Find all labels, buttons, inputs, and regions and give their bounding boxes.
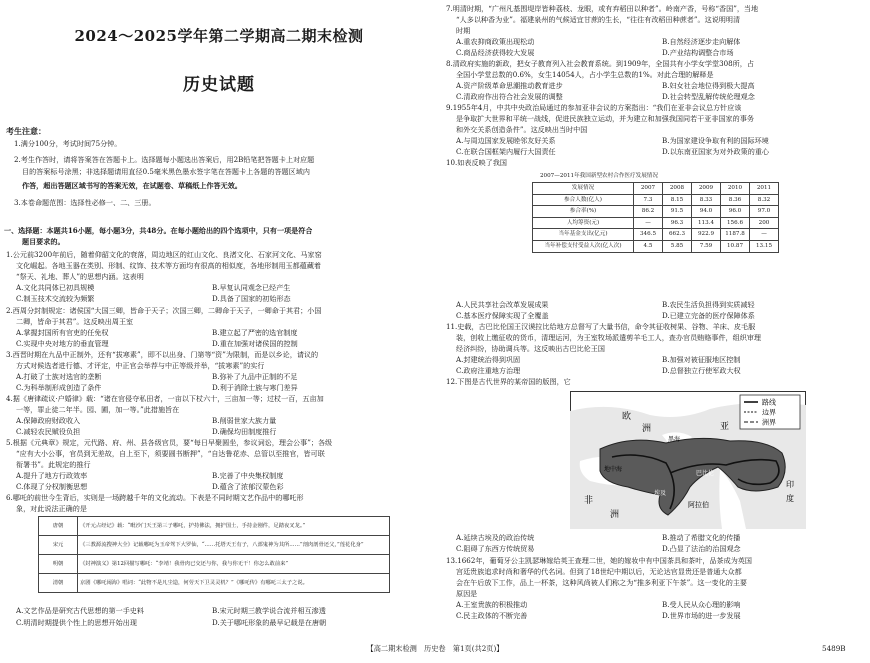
option: A.资产阶级革命思潮推动教育进步 <box>456 81 563 90</box>
option: D.具备了国家的初始形态 <box>212 294 291 303</box>
option: C.基本医疗保障实现了全覆盖 <box>456 311 549 320</box>
table-row <box>533 206 779 218</box>
option: B.农民生活负担得到实质减轻 <box>662 300 755 309</box>
table-cell: 宋元 <box>39 536 78 555</box>
option: A.打破了士族对选官的垄断 <box>16 372 102 381</box>
table-row <box>533 183 779 195</box>
option: D.确保均田制度推行 <box>212 427 277 436</box>
question-line: “应有大小公事，官员到无差故，自上至下，须要圆书断押”，“自达鲁花赤、总管以至推官，皆可联 <box>16 449 325 458</box>
table-cell: 参合率(%) <box>533 206 634 218</box>
option: A.提升了地方行政效率 <box>16 471 88 480</box>
map-label: 巴比伦 <box>696 470 715 477</box>
table-cell: 1187.8 <box>721 229 750 241</box>
table-row <box>533 240 779 252</box>
map-label: 地中海 <box>604 466 623 473</box>
map-legend-label: 洲界 <box>762 418 776 427</box>
map-label: 阿拉伯 <box>688 501 709 509</box>
map-label: 埃及 <box>654 490 667 497</box>
option: B.建立起了严密的选官制度 <box>212 328 298 337</box>
table-cell: 7.59 <box>692 240 721 252</box>
option: C.民主政体的不断完善 <box>456 611 528 620</box>
option: A.与周边国家发展睦邻友好关系 <box>456 136 556 145</box>
section-heading: 一、选择题：本题共16小题，每小题3分，共48分。在每小题给出的四个选项中，只有一项是符合 <box>4 226 313 235</box>
table-cell: 7.3 <box>634 194 663 206</box>
question-line: 衔署书”。此规定的推行 <box>16 460 91 469</box>
question-line: 13.1662年，葡萄牙公主凯瑟琳嫁给英王查理二世，她的嫁妆中有中国茶具和茶叶，品茶成为英国 <box>446 556 752 565</box>
question-line: “人多以种香为业”。福建泉州的气候适宜甘蔗的生长，“往往有改稻田种蔗者”。这说明明清 <box>456 15 741 24</box>
question-line: 10.如表反映了我国 <box>446 158 507 167</box>
table-header: 发展情况 <box>533 183 634 195</box>
nezha-table <box>38 516 390 593</box>
question-line: 1.公元前3200年前后，随着仰韶文化的衰落，周边地区的红山文化、良渚文化、石家河文化、马家窑 <box>6 250 322 259</box>
table-cell: 96.3 <box>663 217 692 229</box>
question-line: 原因是 <box>456 589 478 598</box>
map-label: 欧 <box>622 412 632 422</box>
notes-item: 作答，超出答题区域书写的答案无效，在试题卷、草稿纸上作答无效。 <box>22 181 242 190</box>
option: A.文艺作品是研究古代思想的第一手史料 <box>16 606 144 615</box>
option: D.凸显了法治的治国观念 <box>662 544 741 553</box>
question-line: 象，对此说法正确的是 <box>16 504 87 513</box>
cooperative-medical-table <box>532 182 779 253</box>
option: C.政府注重地方治理 <box>456 366 521 375</box>
notes-item: 目的答案标号涂黑；非选择题请用直径0.5毫米黑色墨水签字笔在答题卡上各题的答题区域内 <box>22 167 310 176</box>
table-cell: 清朝 <box>39 574 78 593</box>
question-line: 方式对候选者进行德、才评定，中正官会举荐与中正等级并举，“拔寒素”的实行 <box>16 361 265 370</box>
table-cell: 8.15 <box>663 194 692 206</box>
question-line: 6.哪吒的前世今生背后，实则是一场跨越千年的文化流动。下表是不同时期文艺作品中的哪吒形 <box>6 493 304 502</box>
table-row <box>39 517 390 536</box>
table-cell: 8.32 <box>750 194 779 206</box>
question-line: 一等，罪止徒二年半。园、圃，加一等。”此措施旨在 <box>16 405 180 414</box>
table-cell: 当年补偿支付受益人次(亿人次) <box>533 240 634 252</box>
table-cell: 91.5 <box>663 206 692 218</box>
table-row <box>39 555 390 574</box>
table-cell: 96.0 <box>721 206 750 218</box>
option: B.削弱世家大族力量 <box>212 416 277 425</box>
option: C.阻碍了东西方传统贸易 <box>456 544 535 553</box>
option: B.受人民从众心理的影响 <box>662 600 741 609</box>
option: D.蕴含了浓郁汉蒙色彩 <box>212 482 284 491</box>
option: B.弥补了九品中正制的不足 <box>212 372 298 381</box>
option: D.以东南亚国家为对外政策的重心 <box>662 147 770 156</box>
table-row <box>533 229 779 241</box>
map-label: 印 <box>786 480 794 489</box>
table-cell: 97.0 <box>750 206 779 218</box>
question-line: 2.西周分封制规定：诸侯国“大国三卿，皆命于天子；次国三卿，二卿命于天子，一卿命于其君；小国 <box>6 306 322 315</box>
notes-heading: 考生注意： <box>6 126 46 136</box>
table-cell: 4.5 <box>634 240 663 252</box>
question-line: 文化崛起。各地玉器在类别、形制、纹饰、技术等方面均有很高的相似度，各地形制用玉都蕴藏着 <box>16 261 322 270</box>
option: B.加强对被征服地区控制 <box>662 355 741 364</box>
footer-page-info: 【高二期末检测 历史卷 第1页(共2页)】 <box>366 644 504 653</box>
table-header: 2010 <box>721 183 750 195</box>
table-row <box>533 217 779 229</box>
option: C.在联合国框架内履行大国责任 <box>456 147 556 156</box>
option: D.世界市场的进一步发展 <box>662 611 741 620</box>
option: A.王室贵族的积极推动 <box>456 600 528 609</box>
table-cell: 《开元占经记》载：“毗沙门天王第三子哪吒，护持佛法，拥护国土，手持金刚件，足踏夜叉龙。” <box>78 517 390 536</box>
option: B.自然经济逐步走向解体 <box>662 37 741 46</box>
map-label: 亚 <box>720 422 730 432</box>
table-cell: 13.15 <box>750 240 779 252</box>
option: D.利于消除士族与寒门差异 <box>212 383 298 392</box>
question-line: 时期 <box>456 26 471 35</box>
option: D.关于哪吒形象的最早记载是在唐朝 <box>212 618 327 627</box>
question-line: 9.1955年4月，中共中央政治局通过的参加亚非会议的方案指出：“我们在亚非会议总方针应该 <box>446 103 742 112</box>
option: A.保障政府财政收入 <box>16 416 81 425</box>
footer-code: 5489B <box>822 644 846 653</box>
question-line: 7.明清时期，“广州凡基围堤岸皆种荔枝、龙眼，或有弃稻田以种者”。岭南产香，号称“香国”，当地 <box>446 4 759 13</box>
option: A.重农抑商政策出现松动 <box>456 37 535 46</box>
table-cell: 10.87 <box>721 240 750 252</box>
notes-item: 2.考生作答时，请将答案答在答题卡上。选择题每小题选出答案后，用2B铅笔把答题卡上对应题 <box>14 155 315 164</box>
option: C.实现中央对地方的垂直管理 <box>16 339 109 348</box>
table-cell: 94.0 <box>692 206 721 218</box>
empire-map <box>570 391 806 529</box>
option: C.制玉技术交流较为频繁 <box>16 294 95 303</box>
option: C.体现了分权制衡思想 <box>16 482 88 491</box>
table-cell: 人均筹资(元) <box>533 217 634 229</box>
table-cell: 200 <box>750 217 779 229</box>
map-legend-label: 边界 <box>762 408 776 417</box>
map-legend-label: 路线 <box>762 398 776 407</box>
table-cell: 《三教源流搜神大全》记载哪吒为玉帝驾下大罗仙，“……托塔天王有子，八部鬼神为其所……”剖肉剖骨还父，”莲花化身” <box>78 536 390 555</box>
question-line: 会在午后放下工作，品上一杯茶，这种风尚被人们称之为“推多利亚下午茶”。这一变化的主要 <box>456 578 748 587</box>
table-header: 2011 <box>750 183 779 195</box>
table-cell: 参合人数(亿人) <box>533 194 634 206</box>
table-cell: 113.4 <box>692 217 721 229</box>
table-row <box>39 536 390 555</box>
map-label: 黑海 <box>668 436 681 443</box>
subject-title: 历史试题 <box>183 75 255 95</box>
question-line: 和外交关系创造条件”。这反映出当时中国 <box>456 125 588 134</box>
option: A.封建统治得到巩固 <box>456 355 521 364</box>
table-cell: 662.3 <box>663 229 692 241</box>
table-cell: 5.85 <box>663 240 692 252</box>
option: C.为科举制形成创造了条件 <box>16 383 102 392</box>
table-header: 2009 <box>692 183 721 195</box>
table-title: 2007—2011年我国新型农村合作医疗发展情况 <box>540 173 658 179</box>
table-cell: 156.6 <box>721 217 750 229</box>
option: B.完善了中央集权制度 <box>212 471 284 480</box>
map-label: 洲 <box>642 424 652 434</box>
table-header: 2007 <box>634 183 663 195</box>
question-line: 5.根据《元典章》规定，元代路、府、州、县各级官员，要“每日早聚圆坐，参议词讼，理会公事”；各级 <box>6 438 333 447</box>
question-line: 是争取扩大世界和平统一战线，促进民族独立运动，并为建立和加强我国同若干亚非国家的事务 <box>456 114 754 123</box>
exam-title: 2024～2025学年第二学期高二期末检测 <box>74 27 364 45</box>
option: A.延续古埃及的政治传统 <box>456 533 535 542</box>
option: C.减轻农民赋役负担 <box>16 427 81 436</box>
option: B.早复认同观念已经产生 <box>212 283 291 292</box>
table-row <box>533 194 779 206</box>
table-cell: — <box>634 217 663 229</box>
option: A.文化共同体已初具规模 <box>16 283 95 292</box>
table-row <box>39 574 390 593</box>
notes-item: 1.满分100分，考试时间75分钟。 <box>14 139 122 148</box>
option: A.掌握封国所有官吏的任免权 <box>16 328 109 337</box>
map-label: 洲 <box>610 510 620 520</box>
option: B.为国家建设争取有利的国际环境 <box>662 136 769 145</box>
question-line: 二卿，皆命于其君”。这反映出周王室 <box>16 317 134 326</box>
table-cell: 明朝 <box>39 555 78 574</box>
option: B.妇女社会地位得到极大提高 <box>662 81 755 90</box>
question-line: 装，创收上缴征收的货币，清理运河，为王室牧场派遣剪羊毛工人，查办官员贿赂事件，组织审理 <box>456 333 762 342</box>
table-cell: — <box>750 229 779 241</box>
table-cell: 京剧《哪吒闹海》唱词：“此物不是凡尘造，何劳天下卫灵灵机？”《哪吒传》有哪吒三太子之说。 <box>78 574 390 593</box>
table-cell: 922.9 <box>692 229 721 241</box>
option: B.推动了希腊文化的传播 <box>662 533 741 542</box>
table-cell: 346.5 <box>634 229 663 241</box>
question-line: “祭天、礼地、葬人”的思想内涵。这表明 <box>16 272 144 281</box>
question-line: 11.史载，古巴比伦国王汉谟拉比给地方总督写了大量书信，命令其征收树果、谷物、羊床、皮毛服 <box>446 322 756 331</box>
option: D.总督独立行使军政大权 <box>662 366 741 375</box>
table-cell: 当年基金支出(亿元) <box>533 229 634 241</box>
option: D.产业结构调整合市场 <box>662 48 734 57</box>
table-cell: 8.33 <box>692 194 721 206</box>
option: A.人民共享社会改革发展成果 <box>456 300 549 309</box>
map-label: 非 <box>584 496 594 506</box>
section-heading: 题目要求的。 <box>22 237 65 246</box>
option: C.明清时期提供个性上的思想开始出现 <box>16 618 137 627</box>
table-cell: 8.36 <box>721 194 750 206</box>
option: C.清政府作出符合社会发展的调整 <box>456 92 563 101</box>
option: D.已建立完备的医疗保障体系 <box>662 311 755 320</box>
option: C.商品经济获得较大发展 <box>456 48 535 57</box>
table-cell: 86.2 <box>634 206 663 218</box>
table-cell: 《封神演义》第12回描写哪吒：“李靖！我骨肉已交还与你，我与你无干！你怎么敢前来” <box>78 555 390 574</box>
option: B.宋元时期三教学说合流并相互渗透 <box>212 606 326 615</box>
question-line: 12.下图是古代世界的某帝国的版图，它 <box>446 377 571 386</box>
question-line: 经济纠纷，协助调兵等。这反映出古巴比伦王国 <box>456 344 605 353</box>
question-line: 3.西晋时期在九品中正制外，还有“拔寒素”，即不以出身、门第等“资”为限制，而是以乡论，请议的 <box>6 350 319 359</box>
table-cell: 唐朝 <box>39 517 78 536</box>
question-line: 宫廷贵族追求时尚和奢华的代名词。但到了18世纪中期以后，无论达官显贵还是普通大众都 <box>456 567 742 576</box>
question-line: 4.据《唐律疏议·户婚律》载：“诸在官侵夺私田者，一亩以下杖六十，三亩加一等；过杖一百，五亩加 <box>6 394 324 403</box>
option: D.社会转型乱解传统伦理观念 <box>662 92 755 101</box>
question-line: 全国小学堂总数的0.6%，女生14054人，占小学生总数的1%。对此合理的解释是 <box>456 70 714 79</box>
table-header: 2008 <box>663 183 692 195</box>
option: D.重在加强对诸侯国的控制 <box>212 339 298 348</box>
notes-item: 3.本卷命题范围：选择性必修一、二、三册。 <box>14 198 156 207</box>
question-line: 8.清政府实施的新政，把女子教育列入社会教育系统。到1909年，全国共有小学女学堂308所，占 <box>446 59 754 68</box>
map-label: 度 <box>786 494 794 503</box>
